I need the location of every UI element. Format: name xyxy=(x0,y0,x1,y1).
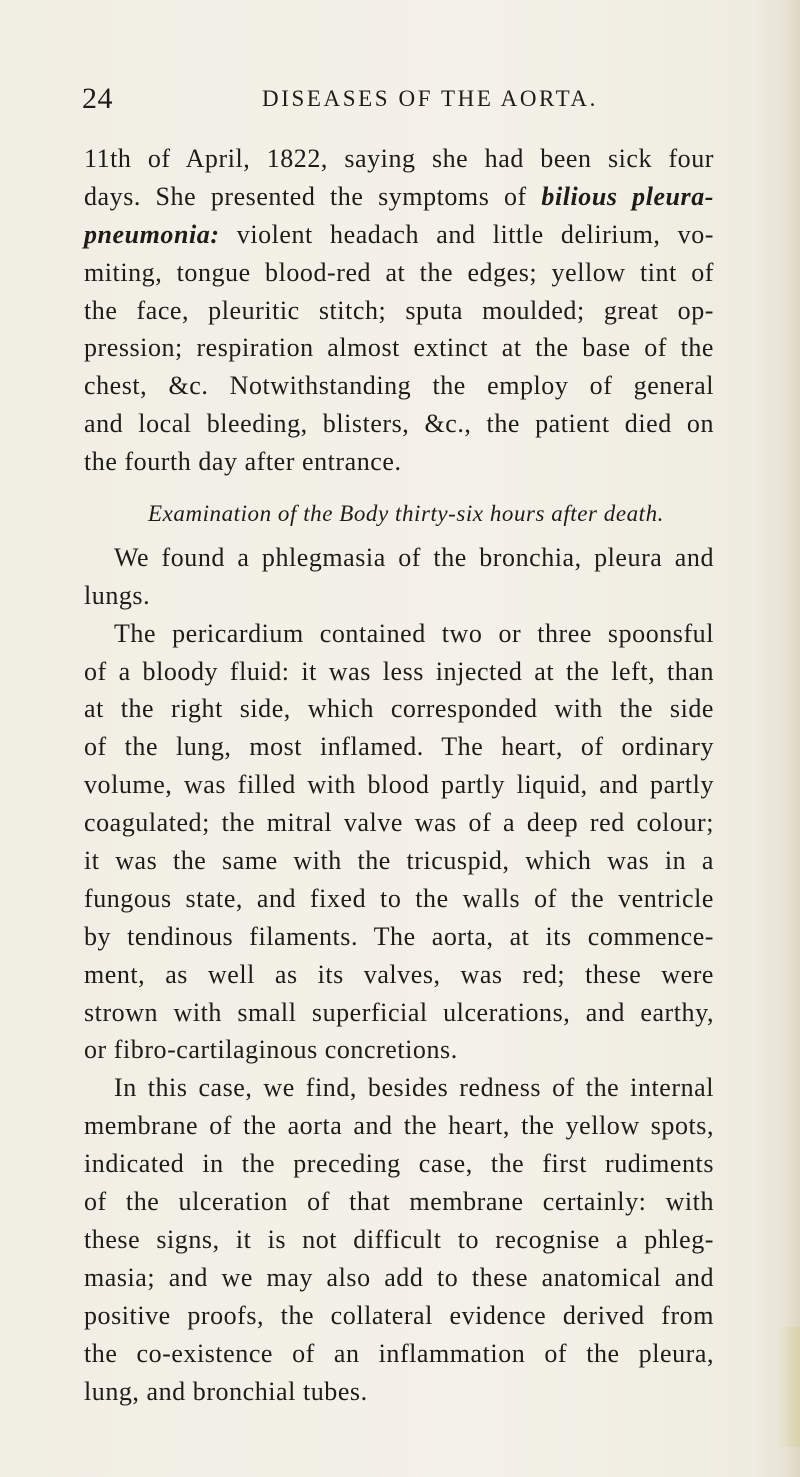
text-run: pression; respiration almost extinct at the base of the xyxy=(84,333,714,363)
text-run: chest, &c. Notwithstanding the employ of general xyxy=(84,371,714,401)
text-run: 11th of April, 1822, saying she had been sick four xyxy=(84,144,714,173)
text-run: fungous state, and fixed to the walls of the ventricle xyxy=(84,883,714,913)
text-run: masia; and we may also add to these anatomical and xyxy=(84,1262,714,1292)
text-line xyxy=(84,1297,714,1335)
text-run: miting, tongue blood-red at the edges; yellow tint of xyxy=(84,257,714,287)
text-line xyxy=(84,216,714,254)
text-line xyxy=(84,766,714,804)
text-line xyxy=(84,140,714,178)
section-heading: Examination of the Body thirty-six hours after death. xyxy=(148,501,664,527)
text-run: positive proofs, the collateral evidence derived from xyxy=(84,1300,714,1330)
page-edge-stain xyxy=(778,1327,800,1447)
text-run: coagulated; the mitral valve was of a deep red colour; xyxy=(84,808,714,838)
running-head xyxy=(82,82,722,122)
text-run: membrane of the aorta and the heart, the yellow spots, xyxy=(84,1111,714,1141)
text-line xyxy=(84,254,714,292)
text-run: strown with small superficial ulcerations, and earthy, xyxy=(84,997,714,1027)
text-run: the co-existence of an inflammation of the pleura, xyxy=(84,1338,714,1368)
text-line xyxy=(84,956,714,994)
text-run: days. She presented the symptoms of xyxy=(84,181,542,211)
text-line xyxy=(84,329,714,367)
text-line xyxy=(84,1373,714,1411)
text-line xyxy=(84,1145,714,1183)
text-line xyxy=(84,539,714,577)
paragraph-findings-heart xyxy=(84,615,714,1070)
text-line xyxy=(84,178,714,216)
text-run: indicated in the preceding case, the first rudiments xyxy=(84,1149,714,1179)
text-run: the fourth day after entrance. xyxy=(84,447,402,477)
text-line xyxy=(84,994,714,1032)
text-line xyxy=(84,443,714,481)
paragraph-discussion xyxy=(84,1069,714,1410)
text-line xyxy=(84,292,714,330)
text-run: ment, as well as its valves, was red; these were xyxy=(84,959,714,989)
running-title: DISEASES OF THE AORTA. xyxy=(262,86,598,111)
page-number: 24 xyxy=(82,82,113,115)
text-run: In this case, we find, besides redness of the internal xyxy=(114,1073,714,1103)
text-line xyxy=(84,842,714,880)
paragraph-findings-lungs xyxy=(84,539,714,615)
text-line xyxy=(84,690,714,728)
text-line xyxy=(84,880,714,918)
text-run: the face, pleuritic stitch; sputa moulded; great op- xyxy=(84,295,714,325)
text-run: it was the same with the tricuspid, which was in a xyxy=(84,846,714,876)
paragraph-case-history xyxy=(84,140,714,481)
text-run: at the right side, which corresponded with the side xyxy=(84,694,714,724)
text-line xyxy=(84,577,714,615)
text-run: The pericardium contained two or three spoonsful xyxy=(114,618,714,648)
text-line xyxy=(84,1335,714,1373)
text-run: lungs. xyxy=(84,580,151,610)
text-line xyxy=(84,1259,714,1297)
text-run: of the lung, most inflamed. The heart, of ordinary xyxy=(84,732,714,762)
text-run: or fibro-cartilaginous concretions. xyxy=(84,1035,458,1065)
text-run: of the ulceration of that membrane certainly: with xyxy=(84,1187,714,1217)
text-line xyxy=(84,1221,714,1259)
emphasized-text: bilious pleura- xyxy=(541,181,714,211)
text-run: these signs, it is not difficult to recognise a phleg- xyxy=(84,1224,714,1254)
text-run: of a bloody fluid: it was less injected at the left, than xyxy=(84,656,714,686)
text-line xyxy=(84,405,714,443)
text-line xyxy=(84,1031,714,1069)
body-text xyxy=(84,140,714,1410)
text-line xyxy=(84,1183,714,1221)
text-line xyxy=(84,918,714,956)
text-line xyxy=(84,804,714,842)
text-run: and local bleeding, blisters, &c., the patient died on xyxy=(84,409,714,439)
text-line xyxy=(84,1107,714,1145)
emphasized-text: pneumonia: xyxy=(84,219,220,249)
text-line xyxy=(84,367,714,405)
text-line xyxy=(84,615,714,653)
text-line xyxy=(84,653,714,691)
text-run: We found a phlegmasia of the bronchia, pleura and xyxy=(114,542,714,572)
text-run: volume, was filled with blood partly liquid, and partly xyxy=(84,770,714,800)
text-run: violent headach and little delirium, vo- xyxy=(219,219,714,249)
text-run: lung, and bronchial tubes. xyxy=(84,1376,368,1406)
page-edge-shadow xyxy=(786,0,800,1477)
text-line xyxy=(84,728,714,766)
text-run: by tendinous filaments. The aorta, at its commence- xyxy=(84,921,714,951)
text-line xyxy=(84,1069,714,1107)
